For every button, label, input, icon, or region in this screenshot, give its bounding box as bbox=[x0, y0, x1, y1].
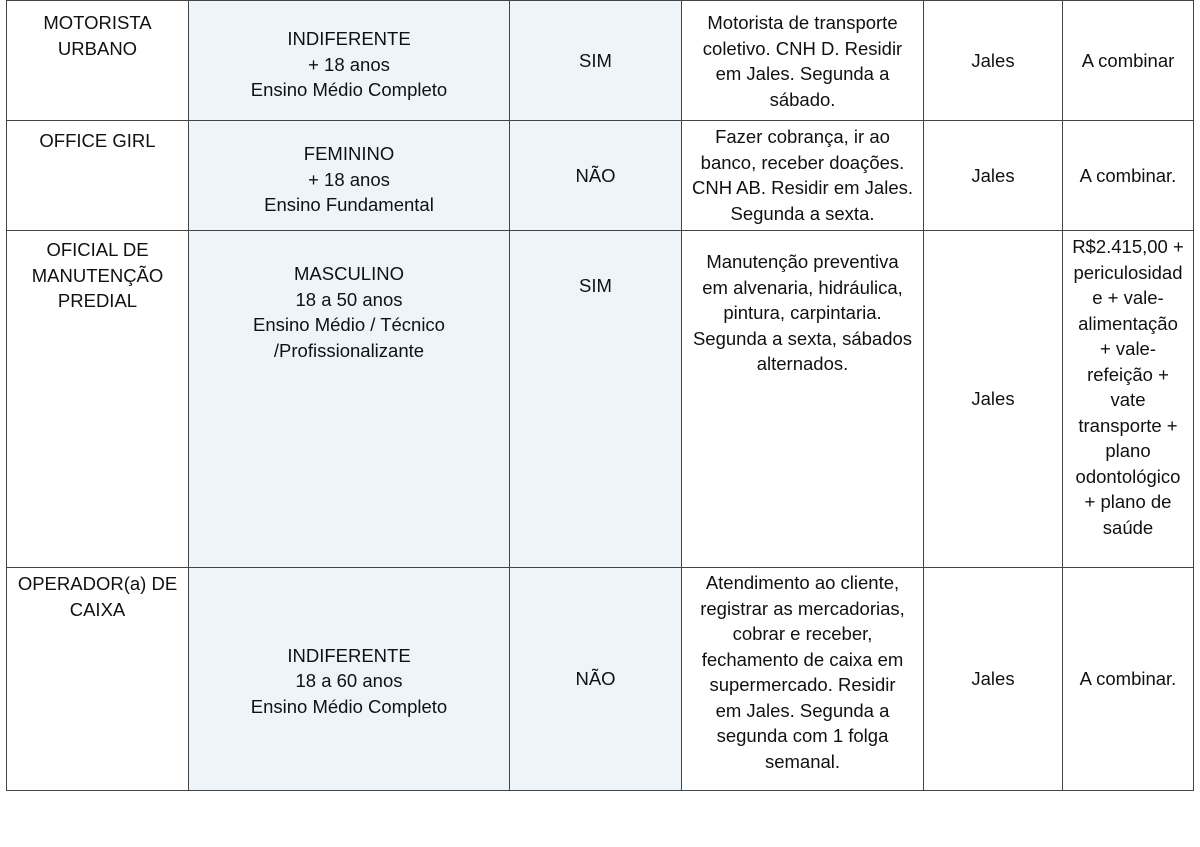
description-line: banco, receber doações. bbox=[700, 151, 905, 173]
cnh-required-value: SIM bbox=[579, 275, 612, 296]
salary-line: transporte + bbox=[1078, 414, 1178, 436]
profile-line: FEMININO bbox=[303, 143, 395, 165]
table-row bbox=[7, 1, 1194, 121]
salary-line: e + vale- bbox=[1092, 287, 1164, 308]
role-line: CAIXA bbox=[69, 598, 126, 620]
profile-line: MASCULINO bbox=[294, 263, 404, 284]
salary-line: alimentação bbox=[1078, 312, 1178, 334]
salary-line: A combinar. bbox=[1079, 164, 1177, 186]
description-line: em Jales. Segunda a bbox=[715, 699, 890, 721]
profile-cell bbox=[189, 568, 510, 791]
salary-cell bbox=[1063, 121, 1194, 231]
salary-cell bbox=[1063, 568, 1194, 791]
cnh-required-cell bbox=[510, 1, 682, 121]
job-listings-table bbox=[6, 0, 1194, 791]
city-cell bbox=[924, 1, 1063, 121]
description-line: registrar as mercadorias, bbox=[700, 597, 905, 619]
description-cell bbox=[682, 231, 924, 568]
role-line: OFICIAL DE bbox=[46, 239, 149, 260]
salary-line: refeição + bbox=[1087, 363, 1169, 385]
salary-line: A combinar. bbox=[1079, 668, 1177, 690]
role-line: MOTORISTA bbox=[43, 12, 152, 33]
description-line: CNH AB. Residir em Jales. bbox=[691, 177, 914, 198]
cnh-required-value: NÃO bbox=[575, 164, 616, 186]
role-line: PREDIAL bbox=[57, 290, 138, 311]
description-line: sábado. bbox=[769, 88, 836, 110]
city-value: Jales bbox=[971, 164, 1015, 186]
description-line: em Jales. Segunda a bbox=[715, 63, 890, 84]
description-cell bbox=[682, 1, 924, 121]
description-line: Atendimento ao cliente, bbox=[705, 572, 900, 593]
description-line: Segunda a sexta, sábados bbox=[692, 327, 913, 349]
role-line: URBANO bbox=[57, 37, 138, 59]
profile-line: /Profissionalizante bbox=[273, 339, 425, 361]
profile-line: + 18 anos bbox=[308, 53, 390, 75]
role-cell bbox=[7, 231, 189, 568]
description-cell bbox=[682, 568, 924, 791]
description-line: Fazer cobrança, ir ao bbox=[715, 126, 890, 147]
table-row bbox=[7, 231, 1194, 568]
profile-line: Ensino Médio Completo bbox=[250, 79, 448, 101]
cnh-required-cell bbox=[510, 231, 682, 568]
description-line: segunda com 1 folga bbox=[716, 725, 889, 746]
city-cell bbox=[924, 231, 1063, 568]
table-row bbox=[7, 121, 1194, 231]
description-line: fechamento de caixa em bbox=[701, 648, 904, 670]
description-line: Segunda a sexta. bbox=[730, 202, 875, 224]
description-line: Manutenção preventiva bbox=[706, 251, 899, 272]
salary-line: + vale- bbox=[1099, 338, 1157, 359]
profile-line: INDIFERENTE bbox=[287, 28, 411, 50]
profile-line: 18 a 60 anos bbox=[295, 670, 403, 692]
role-line: MANUTENÇÃO bbox=[31, 264, 164, 286]
description-cell bbox=[682, 121, 924, 231]
description-line: supermercado. Residir bbox=[709, 674, 896, 695]
profile-cell bbox=[189, 121, 510, 231]
role-cell bbox=[7, 568, 189, 791]
salary-cell bbox=[1063, 231, 1194, 568]
city-cell bbox=[924, 121, 1063, 231]
cnh-required-value: SIM bbox=[579, 49, 612, 71]
salary-line: + plano de bbox=[1084, 491, 1172, 512]
description-line: em alvenaria, hidráulica, bbox=[702, 276, 903, 298]
description-line: pintura, carpintaria. bbox=[723, 302, 882, 323]
description-line: Motorista de transporte bbox=[707, 12, 898, 33]
profile-cell bbox=[189, 231, 510, 568]
role-cell bbox=[7, 121, 189, 231]
profile-line: INDIFERENTE bbox=[287, 644, 411, 666]
role-cell bbox=[7, 1, 189, 121]
salary-cell bbox=[1063, 1, 1194, 121]
salary-line: R$2.415,00 + bbox=[1072, 236, 1184, 257]
profile-line: Ensino Fundamental bbox=[264, 194, 434, 216]
role-line: OFFICE GIRL bbox=[39, 130, 156, 151]
salary-line: saúde bbox=[1102, 516, 1154, 538]
salary-line: odontológico bbox=[1075, 465, 1181, 487]
description-line: cobrar e receber, bbox=[732, 623, 873, 644]
city-value: Jales bbox=[971, 668, 1015, 690]
profile-line: Ensino Médio Completo bbox=[250, 695, 448, 717]
city-value: Jales bbox=[971, 49, 1015, 71]
city-cell bbox=[924, 568, 1063, 791]
salary-line: plano bbox=[1105, 440, 1151, 461]
role-line: OPERADOR(a) DE bbox=[17, 573, 178, 594]
salary-line: vate bbox=[1110, 389, 1146, 410]
salary-line: periculosidad bbox=[1073, 261, 1183, 283]
salary-line: A combinar bbox=[1081, 49, 1175, 71]
cnh-required-cell bbox=[510, 568, 682, 791]
cnh-required-cell bbox=[510, 121, 682, 231]
profile-line: + 18 anos bbox=[308, 168, 390, 190]
description-line: coletivo. CNH D. Residir bbox=[702, 37, 903, 59]
city-value: Jales bbox=[971, 388, 1015, 410]
description-line: alternados. bbox=[756, 353, 849, 374]
profile-cell bbox=[189, 1, 510, 121]
cnh-required-value: NÃO bbox=[575, 668, 616, 690]
table-row bbox=[7, 568, 1194, 791]
profile-line: Ensino Médio / Técnico bbox=[253, 314, 445, 335]
description-line: semanal. bbox=[764, 750, 841, 772]
profile-line: 18 a 50 anos bbox=[295, 288, 403, 310]
